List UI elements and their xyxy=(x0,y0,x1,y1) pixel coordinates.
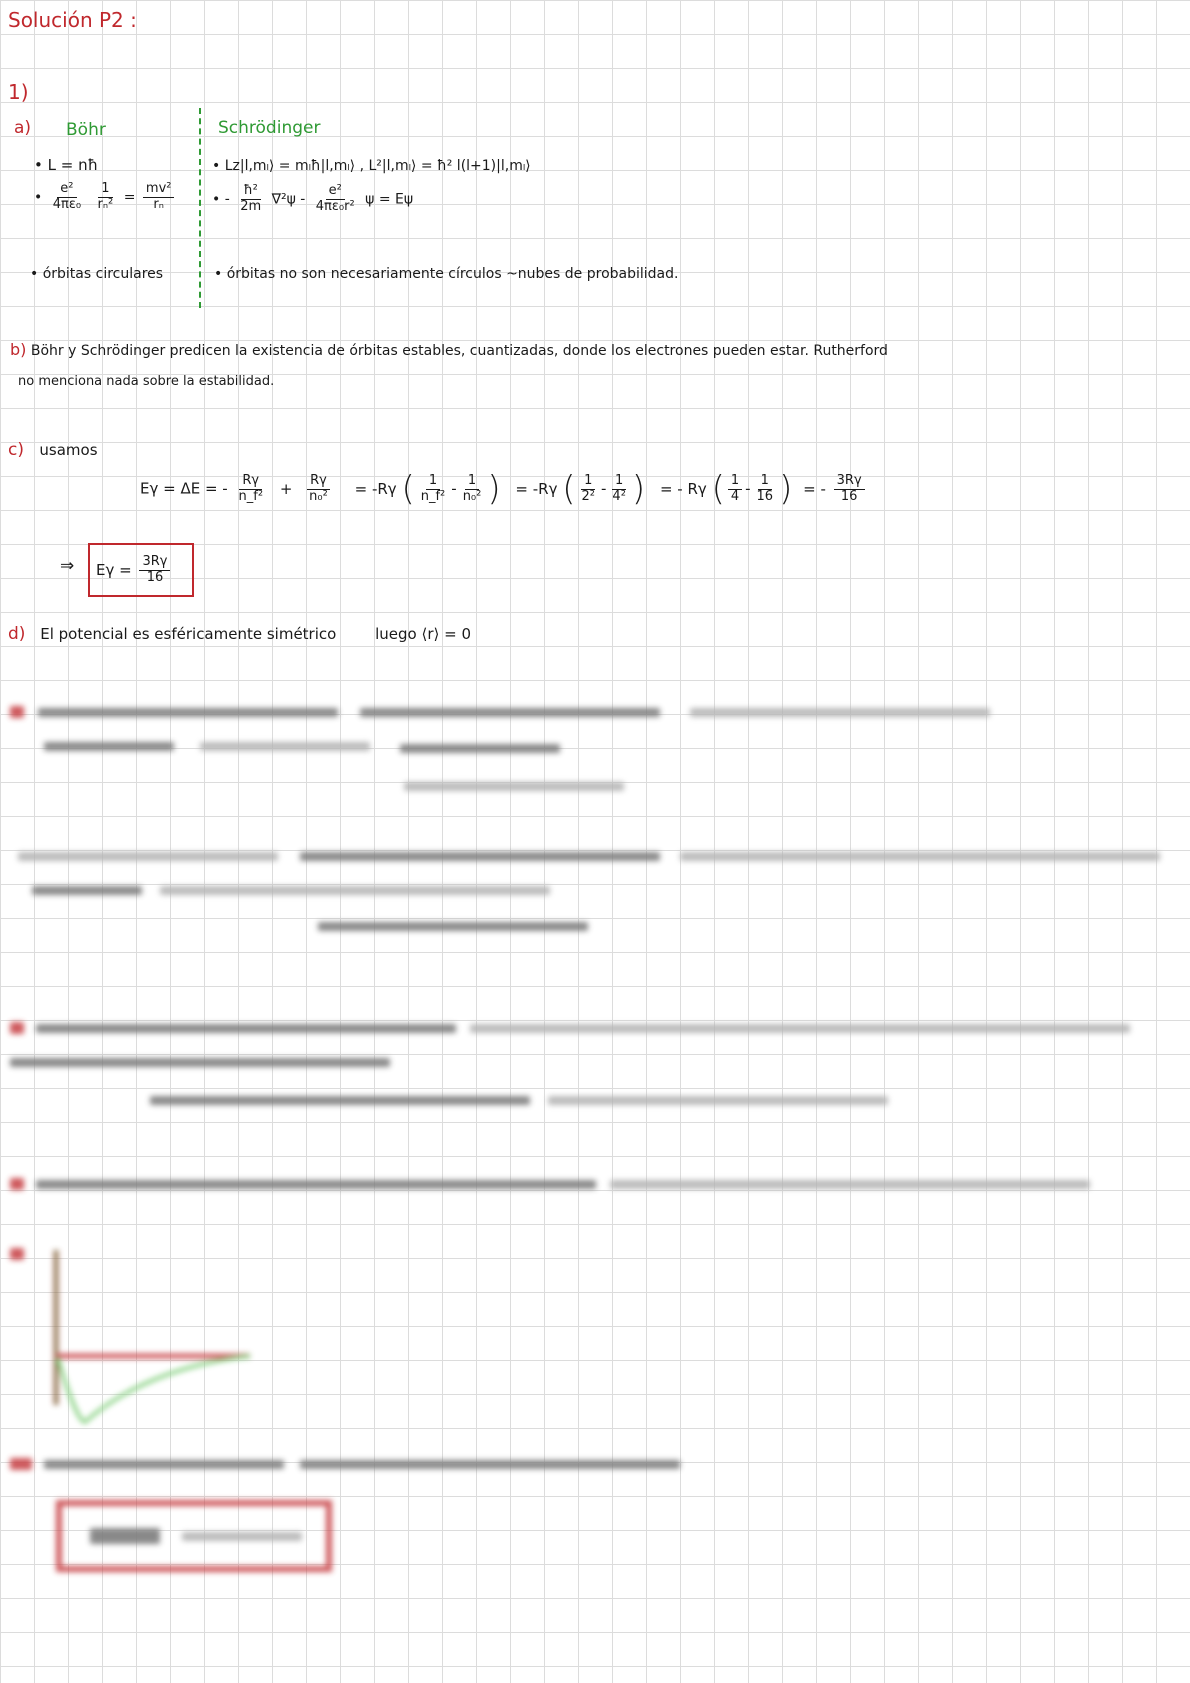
blurred-text-line xyxy=(36,1180,596,1189)
result-box xyxy=(88,543,194,597)
bohr-force-equation: • $\frac{\text{e²}}{\text{4πε₀}}$ $\frac{1}{\text{rₙ²}}$ = $\frac{\text{mv²}}{\text{rₙ}}$ xyxy=(34,182,177,213)
blurred-text-line xyxy=(318,922,588,931)
blurred-text-line xyxy=(200,742,370,751)
blurred-text-line xyxy=(38,708,338,717)
blurred-text-line xyxy=(150,1096,530,1105)
blurred-text-line xyxy=(610,1180,1090,1189)
blurred-part-label xyxy=(10,1248,24,1260)
page-title: Solución P2 : xyxy=(8,8,137,32)
part-c-intro: c) usamos xyxy=(8,440,98,460)
blurred-result-box xyxy=(56,1500,332,1572)
problem-number: 1) xyxy=(8,80,29,104)
schrodinger-angular-momentum: • Lz|l,mₗ⟩ = mₗħ|l,mₗ⟩ , L²|l,mₗ⟩ = ħ² l(l+1)|l,mₗ⟩ xyxy=(212,158,531,174)
blurred-part-label xyxy=(10,1458,32,1470)
blurred-text-line xyxy=(44,742,174,751)
bohr-angular-momentum: • L = nħ xyxy=(34,156,99,174)
blurred-text-line xyxy=(36,1024,456,1033)
blurred-part-label xyxy=(10,706,24,718)
potential-sketch xyxy=(40,1240,260,1440)
bohr-heading: Böhr xyxy=(66,120,106,140)
blurred-text-line xyxy=(690,708,990,717)
blurred-text-line xyxy=(44,1460,284,1469)
part-d-line: d) El potencial es esféricamente simétrico luego ⟨r⟩ = 0 xyxy=(8,624,471,644)
part-a-label: a) xyxy=(14,118,32,138)
blurred-text-line xyxy=(160,886,550,895)
blurred-text-line xyxy=(300,1460,680,1469)
blurred-text-line xyxy=(182,1532,302,1541)
blurred-text-line xyxy=(90,1528,160,1544)
part-b-line-1: b) Böhr y Schrödinger predicen la existencia de órbitas estables, cuantizadas, donde los electrones pueden estar. Rutherford xyxy=(10,340,888,359)
blurred-part-label xyxy=(10,1022,24,1034)
energy-derivation: Eγ = ΔE = - $\frac{R\gamma}{\text{n\_f²}}$ + $\frac{R\gamma}{\text{n₀²}}$ = -Rγ ( $\frac{1}{\text{n\_f²}}$ - $\frac{1}{\text{n₀²}}$ ) = -Rγ ( $\frac{1}{\text{2²}}$ - $\frac{1}{\text{4²}}$ ) = - Rγ ( $\frac{1}{4}$ - $\frac{1}{16}$ ) = - $\frac{3R\gamma}{16}$ xyxy=(140,472,868,506)
blurred-text-line xyxy=(400,744,560,753)
blurred-text-line xyxy=(680,852,1160,861)
blurred-part-label xyxy=(10,1178,24,1190)
blurred-text-line xyxy=(360,708,660,717)
sketch-potential-curve xyxy=(58,1356,250,1422)
blurred-text-line xyxy=(32,886,142,895)
blurred-text-line xyxy=(300,852,660,861)
schrodinger-equation: • - $\frac{\text{ħ²}}{2m}$ ∇²ψ - $\frac{\text{e²}}{\text{4πε₀r²}}$ ψ = Eψ xyxy=(212,183,414,214)
result-arrow: ⇒ xyxy=(60,556,75,576)
column-divider xyxy=(199,108,201,308)
blurred-content-region xyxy=(0,640,1190,1683)
schrodinger-heading: Schrödinger xyxy=(218,118,321,138)
bohr-circular-orbits: • órbitas circulares xyxy=(30,266,164,282)
blurred-text-line xyxy=(18,852,278,861)
part-b-line-2: no menciona nada sobre la estabilidad. xyxy=(18,374,275,389)
result-equation: Eγ = $\frac{3R\gamma}{16}$ xyxy=(96,555,173,586)
blurred-text-line xyxy=(10,1058,390,1067)
schrodinger-orbit-clouds: • órbitas no son necesariamente círculos ~nubes de probabilidad. xyxy=(214,266,679,282)
blurred-text-line xyxy=(404,782,624,791)
blurred-text-line xyxy=(548,1096,888,1105)
blurred-text-line xyxy=(470,1024,1130,1033)
